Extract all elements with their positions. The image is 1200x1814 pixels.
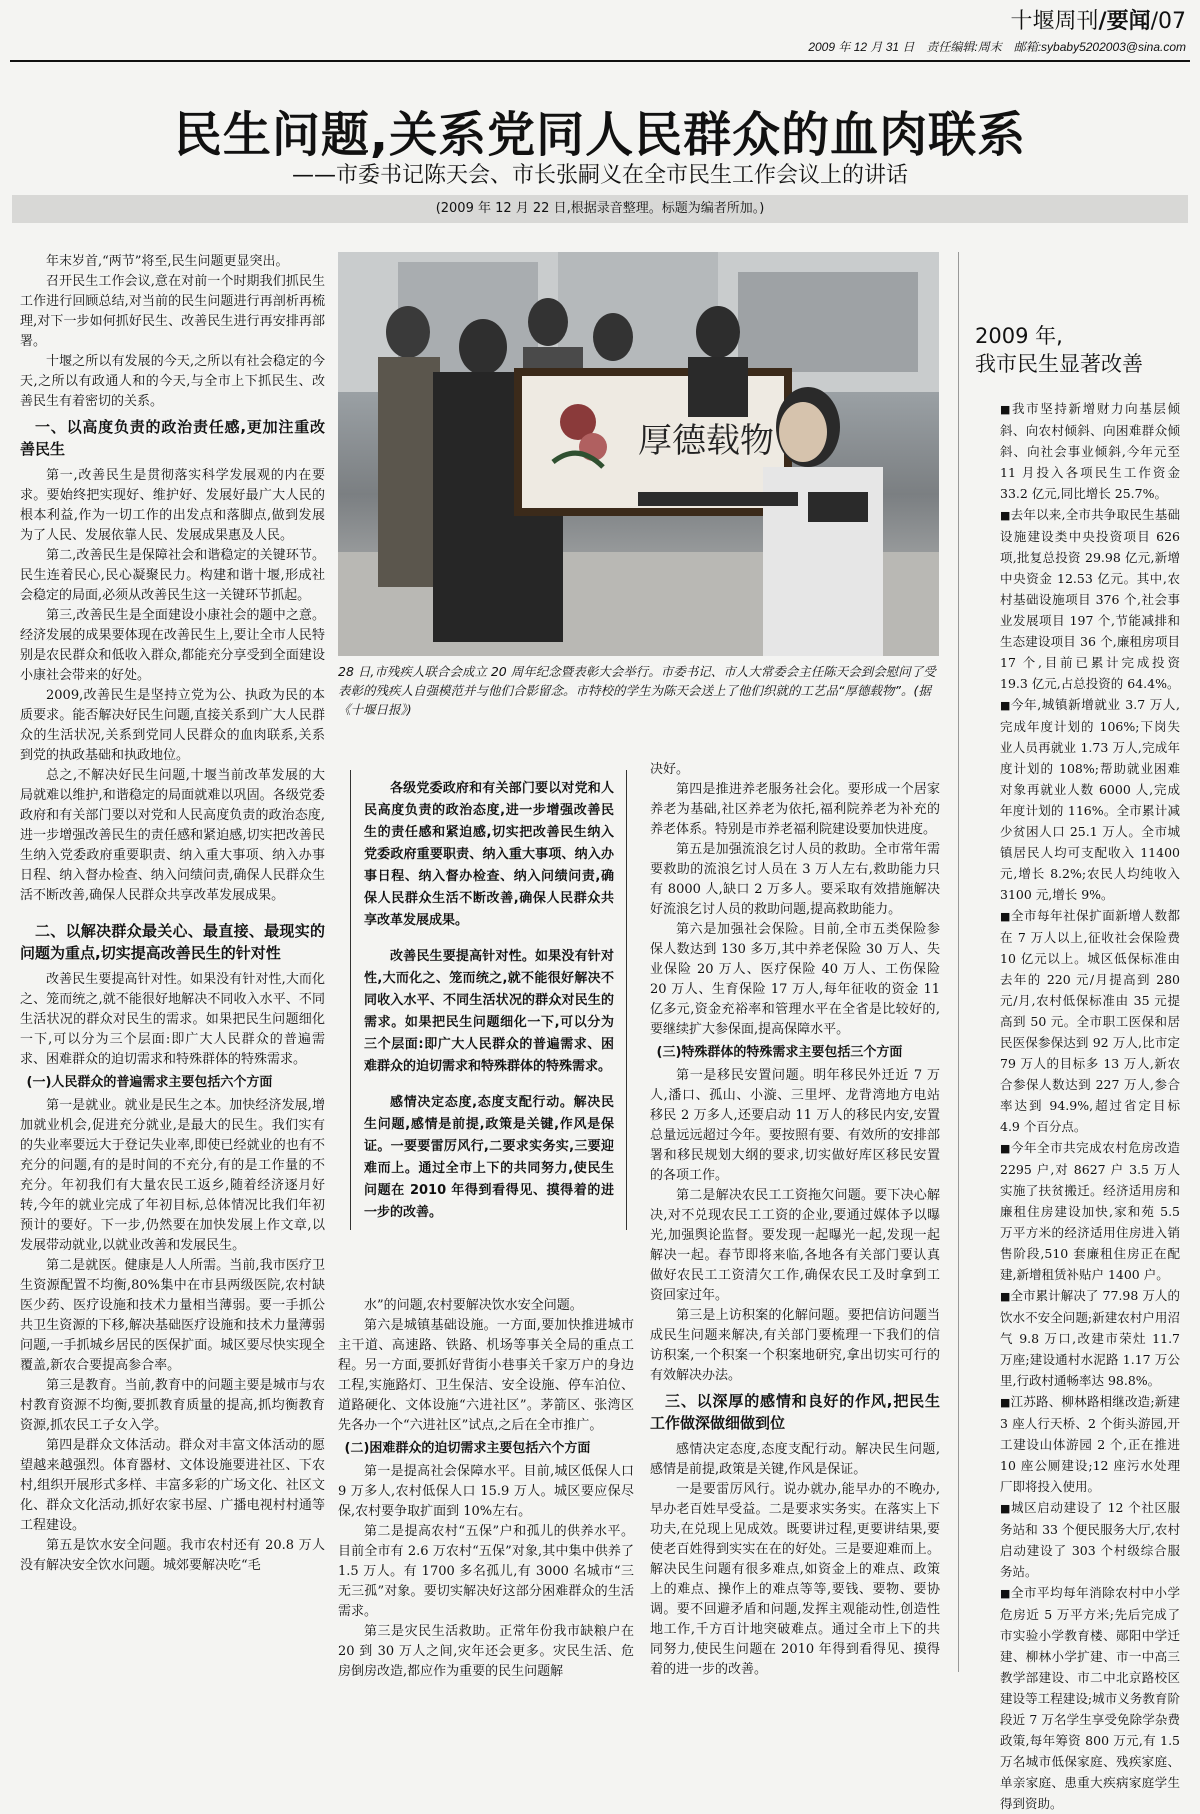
- quote-right-rule: [626, 770, 627, 1230]
- square-bullet-icon: ■: [1000, 1502, 1012, 1515]
- sidebar-list: [1000, 398, 1180, 1814]
- sidebar-item: ■江苏路、柳林路相继改造;新建 3 座人行天桥、2 个街头游园,开工建设山体游园 2 个,正在推进 10 座公厕建设;12 座污水处理厂即将投入使用。: [1000, 1394, 1180, 1494]
- paragraph: 第一是移民安置问题。明年移民外迁近 7 万人,潘口、孤山、小漩、三里坪、龙背湾地方电站移民 2 万多人,还要启动 11 万人的移民内安,安置总量远远超过今年。要按照有要、有效所的安排部署和移民规划大纲的要求,切实做好库区移民安置的各项工作。: [650, 1068, 940, 1183]
- sidebar-item: ■全市每年社保扩面新增人数都在 7 万人以上,征收社会保险费 10 亿元以上。城区低保标准由去年的 220 元/月提高到 280 元/月,农村低保标准由 35 元提高到 50 元。全市职工医保和居民医保参保达到 92 万人,比市定 79 万人的目标多 13 万人,新农合参保人数达到 227 万人,参合率达到 94.9%,超过省定目标 4.9 个百分点。: [1000, 908, 1180, 1134]
- quote-paragraph: 各级党委政府和有关部门要以对党和人民高度负责的政治态度,进一步增强改善民生的责任感和紧迫感,切实把改善民生纳入党委政府重要职责、纳入重大事项、纳入办事日程、纳入督办检查、纳入问绩问责,确保人民群众生活不断改善,确保人民群众共享改革发展成果。: [364, 781, 614, 928]
- sidebar-item: ■今年全市共完成农村危房改造 2295 户,对 8627 户 3.5 万人实施了扶贫搬迁。经济适用房和廉租住房建设加快,家和苑 5.5 万平方米的经济适用住房进入销售阶段,510 套廉租住房正在配建,新增租赁补贴户 1400 户。: [1000, 1140, 1180, 1282]
- paragraph: 第二是提高农村“五保”户和孤儿的供养水平。目前全市有 2.6 万农村“五保”对象,其中集中供养了 1.5 万人。有 1700 多名孤儿,有 3000 名城市“三无三孤”对象。要切实解决好这部分困难群众的生活需求。: [338, 1524, 634, 1619]
- masthead: [1011, 4, 1186, 35]
- paragraph: 第六是城镇基础设施。一方面,要加快推进城市主干道、高速路、铁路、机场等事关全局的重点工程。另一方面,要抓好背街小巷事关千家万户的身边工程,实施路灯、卫生保洁、安全设施、停车泊位、道路硬化、文体设施“六进社区”。茅箭区、张湾区先各办一个“六进社区”试点,之后在全市推广。: [338, 1318, 634, 1433]
- square-bullet-icon: ■: [1000, 910, 1011, 923]
- square-bullet-icon: ■: [1000, 1290, 1011, 1303]
- photo-ceremony-icon: [338, 252, 939, 656]
- masthead-section: /要闻: [1098, 9, 1151, 34]
- paragraph: 第六是加强社会保险。目前,全市五类保险参保人数达到 130 多万,其中养老保险 30 万人、失业保险 20 万人、医疗保险 40 万人、工伤保险 20 万人、生育保险 17 万人,每年征收的资金 11 亿多元,资金充裕率和管理水平在全省是比较好的,要继续扩大参保面,提高保障水平。: [650, 922, 940, 1037]
- paragraph: 第一是就业。就业是民生之本。加快经济发展,增加就业机会,促进充分就业,是最大的民生。我们实有的失业率要远大于登记失业率,即使已经就业的也有不充分的问题,有的是时间的不充分,有的是工作量的不充分。年初我们有大量农民工返乡,随着经济逐月好转,今年的就业完成了年初目标,总体情况比我们年初预计的要好。下一步,仍然要在加快发展上作文章,以发展带动就业,以就业改善和发展民生。: [20, 1098, 325, 1253]
- paragraph: 第四是群众文体活动。群众对丰富文体活动的愿望越来越强烈。体育器材、文体设施要进社区、下农村,组织开展形式多样、丰富多彩的广场文化、社区文化、群众文化活动,抓好农家书屋、广播电视村村通等工程建设。: [20, 1438, 325, 1533]
- paragraph: 第三是灾民生活救助。正常年份我市缺粮户在 20 到 30 万人之间,灾年还会更多。灾民生活、危房倒房改造,都应作为重要的民生问题解: [338, 1624, 634, 1679]
- paragraph: 召开民生工作会议,意在对前一个时期我们抓民生工作进行回顾总结,对当前的民生问题进行再剖析再梳理,对下一步如何抓好民生、改善民生进行再安排再部署。: [20, 274, 325, 349]
- subhead: ——市委书记陈天会、市长张嗣义在全市民生工作会议上的讲话: [291, 163, 908, 188]
- square-bullet-icon: ■: [1000, 403, 1013, 416]
- paragraph: 第五是饮水安全问题。我市农村还有 20.8 万人没有解决安全饮水问题。城郊要解决吃“毛: [20, 1538, 325, 1573]
- square-bullet-icon: ■: [1000, 1587, 1011, 1600]
- pull-quote: [364, 778, 614, 1238]
- paragraph: 第三是上访积案的化解问题。要把信访问题当成民生问题来解决,有关部门要梳理一下我们的信访积案,一个积案一个积案地研究,拿出切实可行的有效解决办法。: [650, 1308, 940, 1383]
- sidebar-title-line-2: 我市民生显著改善: [975, 352, 1143, 376]
- paragraph: 第一是提高社会保障水平。目前,城区低保人口 9 万多人,农村低保人口 15.9 万人。城区要应保尽保,农村要争取扩面到 10%左右。: [338, 1464, 634, 1519]
- headline: 民生问题,关系党同人民群众的血肉联系: [173, 107, 1027, 163]
- square-bullet-icon: ■: [1000, 509, 1011, 522]
- paragraph: 第四是推进养老服务社会化。要形成一个居家养老为基础,社区养老为依托,福利院养老为补充的养老体系。特别是市养老福利院建设要加快进度。: [650, 782, 940, 837]
- sidebar-title: [975, 322, 1185, 378]
- dateline: 2009 年 12 月 31 日 责任编辑:周末 邮箱:sybaby5202003@sina.com: [808, 40, 1186, 54]
- sidebar-item: ■去年以来,全市共争取民生基础设施建设类中央投资项目 626 项,批复总投资 29.98 亿元,新增中央资金 12.53 亿元。其中,农村基础设施项目 376 个,社会事业发展项目 197 个,节能减排和生态建设项目 36 个,廉租房项目 17 个,目前已累计完成投资 19.3 亿元,占总投资的 64.4%。: [1000, 507, 1180, 691]
- news-photo: [338, 252, 939, 656]
- sidebar-item: ■城区启动建设了 12 个社区服务站和 33 个便民服务大厅,农村启动建设了 303 个村级综合服务站。: [1000, 1500, 1180, 1579]
- section-heading-2: 二、以解决群众最关心、最直接、最现实的问题为重点,切实提高改善民生的针对性: [20, 922, 325, 962]
- paragraph: 第二,改善民生是保障社会和谐稳定的关键环节。民生连着民心,民心凝聚民力。构建和谐十堰,形成社会稳定的局面,必须从改善民生这一关键环节抓起。: [20, 548, 325, 603]
- masthead-page: /07: [1150, 9, 1186, 34]
- paragraph: 第一,改善民生是贯彻落实科学发展观的内在要求。要始终把实现好、维护好、发展好最广大人民的根本利益,作为一切工作的出发点和落脚点,做到发展为了人民、发展依靠人民、发展成果惠及人民。: [20, 468, 325, 543]
- paragraph: 感情决定态度,态度支配行动。解决民生问题,感情是前提,政策是关键,作风是保证。: [650, 1442, 940, 1477]
- article-column-1: [20, 252, 325, 1576]
- sidebar-item: ■全市累计解决了 77.98 万人的饮水不安全问题;新建农村户用沼气 9.8 万口,改建市荣灶 11.7 万座;建设通村水泥路 1.17 万公里,行政村通畅率达 98.8%。: [1000, 1288, 1180, 1388]
- paragraph: 决好。: [650, 762, 690, 777]
- editor-note: (2009 年 12 月 22 日,根据录音整理。标题为编者所加。): [12, 195, 1188, 223]
- paragraph: 一是要雷厉风行。说办就办,能早办的不晚办,早办老百姓早受益。二是要求实务实。在落实上下功夫,在兑现上见成效。既要讲过程,更要讲结果,要使老百姓得到实实在在的好处。三是要迎难而上。解决民生问题有很多难点,如资金上的难点、政策上的难点、操作上的难点等等,要钱、要物、要协调。要不回避矛盾和问题,发挥主观能动性,创造性地工作,千方百计地突破难点。通过全市上下的共同努力,使民生问题在 2010 年得到看得见、摸得着的进一步的改善。: [650, 1482, 940, 1677]
- paragraph: 总之,不解决好民生问题,十堰当前改革发展的大局就难以维护,和谐稳定的局面就难以巩固。各级党委政府和有关部门要以对党和人民高度负责的政治态度,进一步增强改善民生的责任感和紧迫感,切实把改善民生纳入党委政府重要职责、纳入重大事项、纳入办事日程、纳入督办检查、纳入问绩问责,确保人民群众生活不断改善,确保人民群众共享改革发展成果。: [20, 768, 325, 903]
- masthead-paper: 十堰周刊: [1010, 9, 1099, 34]
- quote-paragraph: 感情决定态度,态度支配行动。解决民生问题,感情是前提,政策是关键,作风是保证。一要要雷厉风行,二要求实务实,三要迎难而上。通过全市上下的共同努力,使民生问题在 2010 年得到看得见、摸得着的进一步的改善。: [364, 1095, 614, 1220]
- quote-left-rule: [350, 770, 351, 1230]
- subsection-heading: (三)特殊群体的特殊需求主要包括三个方面: [656, 1045, 903, 1060]
- article-column-2: [338, 1296, 634, 1682]
- square-bullet-icon: ■: [1000, 1142, 1011, 1155]
- paragraph: 第三,改善民生是全面建设小康社会的题中之意。经济发展的成果要体现在改善民生上,要让全市人民特别是农民群众和低收入群众,都能充分享受到全面建设小康社会带来的好处。: [20, 608, 325, 683]
- paragraph: 2009,改善民生是坚持立党为公、执政为民的本质要求。能否解决好民生问题,直接关系到广大人民群众的生活状况,关系到党同人民群众的血肉联系,关系到党的执政基础和执政地位。: [20, 688, 325, 763]
- section-heading-3: 三、以深厚的感情和良好的作风,把民生工作做深做细做到位: [650, 1392, 940, 1432]
- paragraph: 第二是就医。健康是人人所需。当前,我市医疗卫生资源配置不均衡,80%集中在市县两级医院,农村缺医少药、医疗设施和技术力量相当薄弱。要一手抓公共卫生资源的下移,解决基础医疗设施和技术力量薄弱问题,一手抓城乡居民的医保扩面。城区要尽快实现全覆盖,新农合要提高参合率。: [20, 1258, 325, 1373]
- quote-paragraph: 改善民生要提高针对性。如果没有针对性,大而化之、笼而统之,就不能很好解决不同收入水平、不同生活状况的群众对民生的需求。如果把民生问题细化一下,可以分为三个层面:即广大人民群众的普遍需求、困难群众的迫切需求和特殊群体的特殊需求。: [364, 949, 614, 1074]
- sidebar-item: ■全市平均每年消除农村中小学危房近 5 万平方米;先后完成了市实验小学教育楼、郧阳中学迁建、柳林小学扩建、市一中高三教学部建设、市二中北京路校区建设等工程建设;城市义务教育阶段近 7 万名学生享受免除学杂费政策,每年筹资 800 万元,有 1.5 万名城市低保家庭、残疾家庭、单亲家庭、患重大疾病家庭学生得到资助。: [1000, 1585, 1180, 1811]
- paragraph: 水”的问题,农村要解决饮水安全问题。: [364, 1298, 583, 1313]
- frame-inscription: 厚德载物: [638, 421, 774, 461]
- article-column-3: [650, 760, 940, 1680]
- paragraph: 第五是加强流浪乞讨人员的救助。全市常年需要救助的流浪乞讨人员在 3 万人左右,救助能力只有 8000 人,缺口 2 万多人。要采取有效措施解决好流浪乞讨人员的救助问题,提高救助能力。: [650, 842, 940, 917]
- square-bullet-icon: ■: [1000, 699, 1012, 712]
- sidebar-item: ■今年,城镇新增就业 3.7 万人,完成年度计划的 106%;下岗失业人员再就业 1.73 万人,完成年度计划的 108%;帮助就业困难对象再就业人数 6000 人,完成年度计划的 116%。全市累计减少贫困人口 25.1 万人。全市城镇居民人均可支配收入 11400 元,增长 8.2%;农民人均纯收入 3100 元,增长 9%。: [1000, 697, 1180, 902]
- photo-caption: 28 日,市残疾人联合会成立 20 周年纪念暨表彰大会举行。市委书记、市人大常委会主任陈天会到会慰问了受表彰的残疾人自强模范并与他们合影留念。市特校的学生为陈天会送上了他们织就的工艺品“厚德载物”。(据《十堰日报》): [338, 664, 936, 717]
- top-rule: [10, 60, 1190, 62]
- paragraph: 改善民生要提高针对性。如果没有针对性,大而化之、笼而统之,就不能很好地解决不同收入水平、不同生活状况的群众对民生的需求。如果把民生问题细化一下,可以分为三个层面:即广大人民群众的普遍需求、困难群众的迫切需求和特殊群体的特殊需求。: [20, 972, 325, 1067]
- paragraph: 第二是解决农民工工资拖欠问题。要下决心解决,对不兑现农民工工资的企业,要通过媒体予以曝光,加强舆论监督。要发现一起曝光一起,发现一起解决一起。春节即将来临,各地各有关部门要认真做好农民工工资清欠工作,确保农民工及时拿到工资回家过年。: [650, 1188, 940, 1303]
- sidebar-item: ■我市坚持新增财力向基层倾斜、向农村倾斜、向困难群众倾斜、向社会事业倾斜,今年元至 11 月投入各项民生工作资金 33.2 亿元,同比增长 25.7%。: [1000, 401, 1180, 501]
- sidebar-rule: [958, 252, 959, 1672]
- paragraph: 年末岁首,“两节”将至,民生问题更显突出。: [46, 254, 289, 269]
- paragraph: 第三是教育。当前,教育中的问题主要是城市与农村教育资源不均衡,要抓教育质量的提高,抓均衡教育资源,抓农民工子女入学。: [20, 1378, 325, 1433]
- section-heading-1: 一、以高度负责的政治责任感,更加注重改善民生: [20, 418, 325, 458]
- subsection-heading: (二)困难群众的迫切需求主要包括六个方面: [344, 1441, 591, 1456]
- sidebar-title-line-1: 2009 年,: [975, 324, 1063, 348]
- subsection-heading: (一)人民群众的普遍需求主要包括六个方面: [26, 1075, 273, 1090]
- paragraph: 十堰之所以有发展的今天,之所以有社会稳定的今天,之所以有政通人和的今天,与全市上下抓民生、改善民生有着密切的关系。: [20, 354, 325, 409]
- square-bullet-icon: ■: [1000, 1396, 1011, 1409]
